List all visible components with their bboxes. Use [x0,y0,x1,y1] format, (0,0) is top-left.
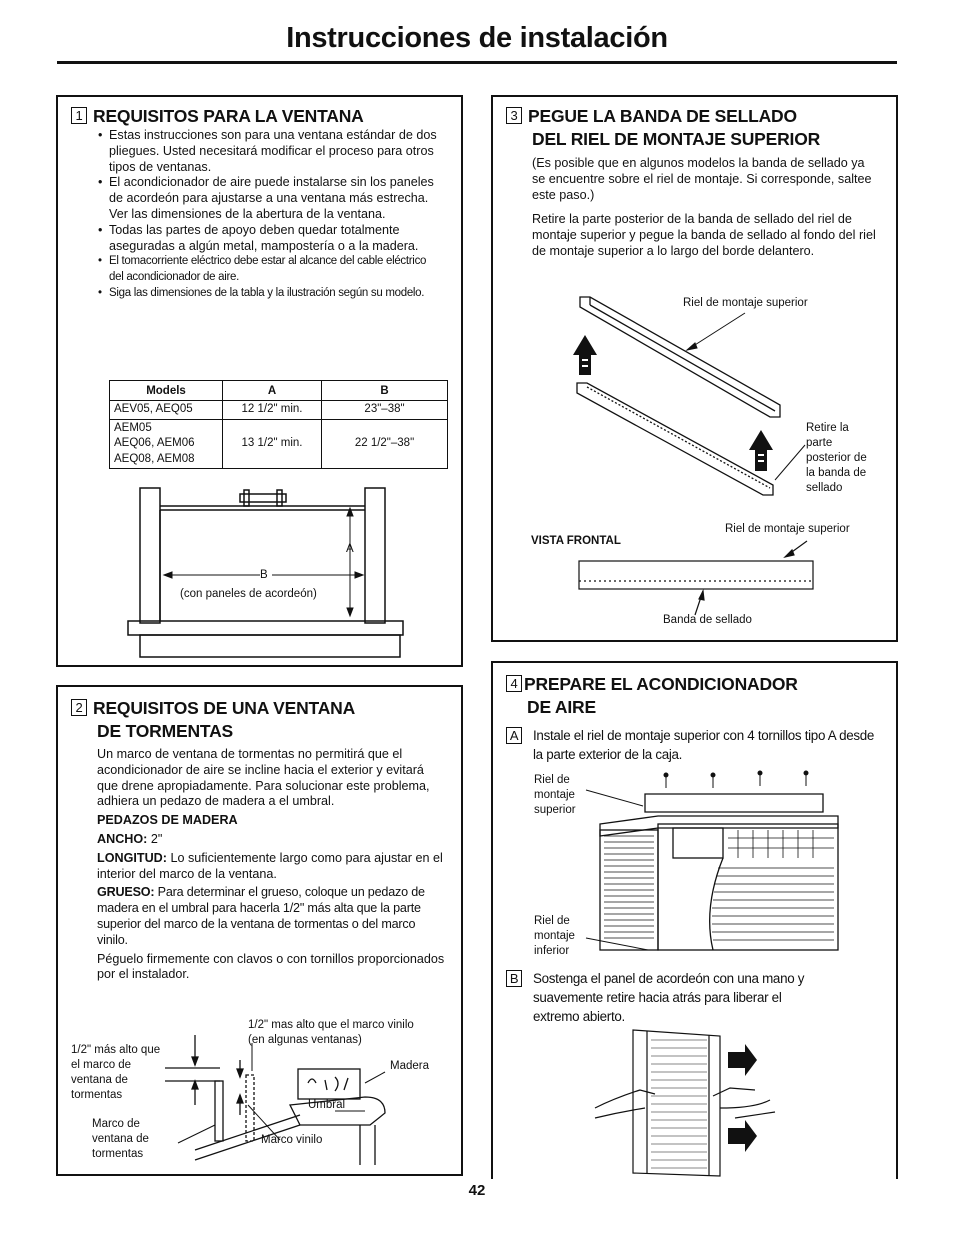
dimension-b-label: B [260,569,268,581]
section2-intro: Un marco de ventana de tormentas no permitirá que el acondicionador de aire se incline hacia el exterior y evitará que drene apropiadamente. Para solucionar este problema, adhiera un pedazo de madera a el umbral. [97,747,430,809]
seal-band-illustration [565,295,795,505]
section4-heading: 4 PREPARE EL ACONDICIONADOR DE AIRE [506,673,798,719]
label-remove-backing: Retire la parte posterior de la banda de sellado [806,422,867,494]
label-top-mount-rail: Riel de montaje superior [534,774,576,816]
label-storm-frame: Marco de ventana de tormentas [92,1118,149,1160]
models-table [109,380,448,469]
width-value: 2" [147,831,163,846]
label-half-higher-vinyl: 1/2" mas alto que el marco vinilo (en algunas ventanas) [248,1019,414,1046]
table-cell: 22 1/2"–38" [322,419,448,469]
table-cell: 23"–38" [322,401,448,420]
wood-title: PEDAZOS DE MADERA [97,813,238,828]
list-item: • Todas las partes de apoyo deben quedar totalmente aseguradas a algún metal, mampostería o a la madera. [97,223,442,255]
label-top-rail-front: Riel de montaje superior [725,523,850,535]
label-half-higher-storm: 1/2" más alto que el marco de ventana de tormentas [71,1044,161,1101]
section-number: 2 [71,699,87,716]
step-b-letter: B [506,970,522,987]
section3-heading: 3 PEGUE LA BANDA DE SELLADO DEL RIEL DE MONTAJE SUPERIOR [506,105,820,151]
title-rule [57,61,897,64]
list-item: • El tomacorriente eléctrico debe estar al alcance del cable eléctrico del acondicionador de aire. [97,254,442,286]
section3-body [532,156,877,260]
step-b-text: Sostenga el panel de acordeón con una mano y suavemente retire hacia atrás para liberar el extremo abierto. [533,971,805,1024]
step-a-letter: A [506,727,522,744]
section3-note: (Es posible que en algunos modelos la banda de sellado ya se encuentre sobre el riel de montaje. Si corresponde, saltee este paso.) [532,156,872,202]
label-vinyl-frame: Marco vinilo [261,1134,323,1146]
label-wood: Madera [390,1060,429,1072]
section-number: 3 [506,107,522,124]
section-number: 4 [506,675,522,692]
column-header: Models [110,381,223,401]
column-header: B [322,381,448,401]
page-title: Instrucciones de instalación [286,22,668,54]
table-cell: AEM05 AEQ06, AEM06 AEQ08, AEM08 [110,419,223,469]
fasten-note: Péguelo firmemente con clavos o con tornillos proporcionados por el instalador. [97,951,445,982]
length-value: Lo suficientemente largo como para ajustar en el interior del marco de la ventana. [97,850,443,881]
front-view-illustration [575,535,820,605]
section1-heading: 1 REQUISITOS PARA LA VENTANA [71,105,364,128]
window-opening-illustration [120,488,420,660]
accordion-panel-illustration [595,1028,885,1178]
list-item: • Estas instrucciones son para una ventana estándar de dos pliegues. Usted necesitará modificar el proceso para otros tipos de ventanas. [97,128,442,175]
page-number: 42 [468,1182,486,1199]
section2-body [97,747,447,983]
table-cell: 13 1/2" min. [223,419,322,469]
thickness-value: Para determinar el grueso, coloque un pedazo de madera en el umbral para hacerla 1/2" más alta que la parte superior del marco de la ventana de tormentas o del marco vinilo. [97,885,425,947]
table-row [110,401,448,420]
table-row [110,419,448,469]
width-label: ANCHO: [97,831,148,846]
step-a-text: Instale el riel de montaje superior con 4 tornillos tipo A desde la parte exterior de la caja. [533,728,875,762]
section1-bullets [97,128,442,302]
table-cell: 12 1/2" min. [223,401,322,420]
label-top-rail: Riel de montaje superior [683,297,808,309]
dimension-b-caption: (con paneles de acordeón) [180,588,317,600]
label-sill: Umbral [308,1099,346,1111]
label-front-view: VISTA FRONTAL [531,535,621,547]
section2-heading: 2 REQUISITOS DE UNA VENTANA DE TORMENTAS [71,697,355,743]
section3-instruction: Retire la parte posterior de la banda de sellado del riel de montaje superior y pegue la banda de sellado al fondo del riel de montaje superior a lo largo del borde delantero. [532,212,876,258]
step-b [506,969,876,1026]
dimension-a-label: A [346,543,354,555]
table-header-row [110,381,448,401]
list-item: • El acondicionador de aire puede instalarse sin los paneles de acordeón para ajustarse a una ventana más estrecha. Ver las dimensiones de la abertura de la ventana. [97,175,442,222]
step-a [506,726,876,764]
column-header: A [223,381,322,401]
label-seal-band: Banda de sellado [663,614,752,626]
ac-unit-illustration [598,768,838,958]
section-number: 1 [71,107,87,124]
label-bottom-mount-rail: Riel de montaje inferior [534,915,575,957]
table-cell: AEV05, AEQ05 [110,401,223,420]
thickness-label: GRUESO: [97,885,155,900]
length-label: LONGITUD: [97,850,167,865]
list-item: • Siga las dimensiones de la tabla y la ilustración según su modelo. [97,286,442,302]
